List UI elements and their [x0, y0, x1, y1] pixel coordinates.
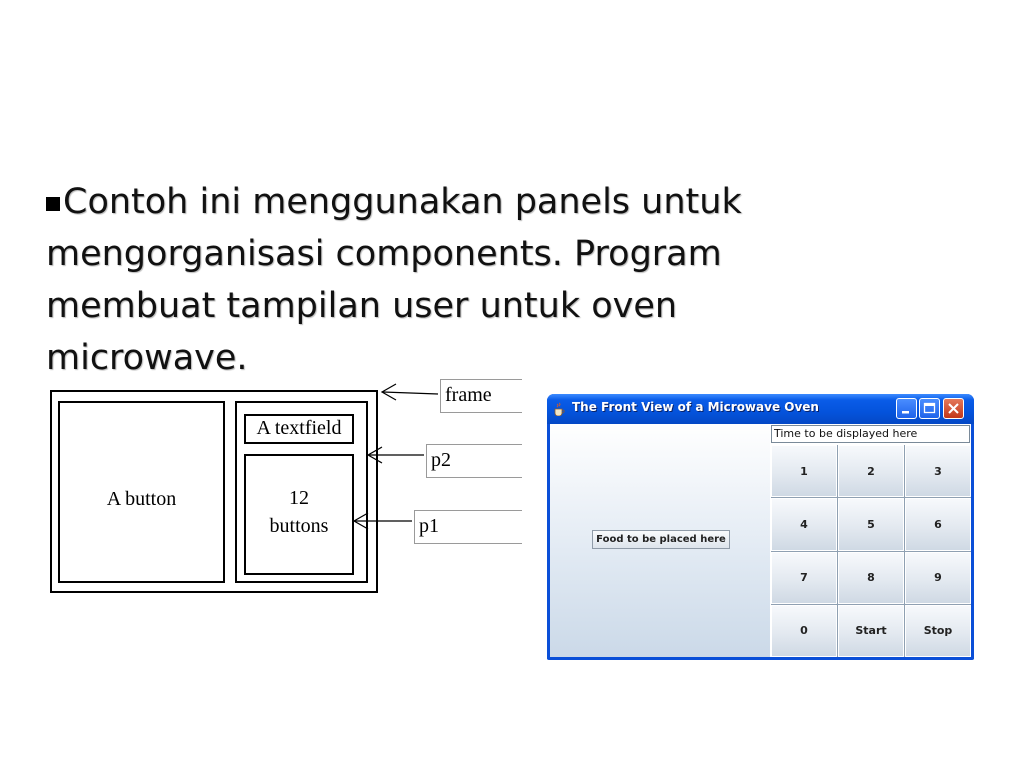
key-2-button[interactable]: 2 [838, 445, 904, 497]
square-bullet-icon [46, 197, 60, 211]
p2-box [235, 401, 368, 583]
food-panel[interactable] [550, 424, 770, 657]
window-content [550, 424, 971, 657]
bullet-text: Contoh ini menggunakan panels untuk mengorganisasi components. Program membuat tampilan user untuk oven microwave. [46, 182, 742, 378]
maximize-button[interactable] [919, 398, 940, 419]
textfield-label: A textfield [256, 417, 342, 439]
key-6-button[interactable]: 6 [905, 498, 971, 550]
window-title: The Front View of a Microwave Oven [572, 400, 819, 414]
button-label: A button [106, 488, 177, 510]
close-icon [944, 399, 963, 418]
buttons-count-label: 12 [289, 487, 309, 509]
window-titlebar[interactable] [547, 394, 974, 424]
java-cup-icon [553, 402, 565, 416]
key-9-button[interactable]: 9 [905, 552, 971, 604]
frame-box [50, 390, 378, 593]
key-0-button[interactable]: 0 [771, 605, 837, 657]
p2-tag: p2 [426, 444, 522, 478]
keypad-panel [771, 445, 971, 657]
key-5-button[interactable]: 5 [838, 498, 904, 550]
textfield-box [244, 414, 354, 444]
minimize-icon [897, 399, 916, 418]
p1-box [244, 454, 354, 575]
food-button[interactable]: Food to be placed here [592, 530, 730, 549]
key-7-button[interactable]: 7 [771, 552, 837, 604]
minimize-button[interactable] [896, 398, 917, 419]
key-8-button[interactable]: 8 [838, 552, 904, 604]
button-box [58, 401, 225, 583]
close-button[interactable] [943, 398, 964, 419]
key-3-button[interactable]: 3 [905, 445, 971, 497]
start-button[interactable]: Start [838, 605, 904, 657]
key-4-button[interactable]: 4 [771, 498, 837, 550]
microwave-window [547, 394, 974, 660]
p1-tag: p1 [414, 510, 522, 544]
key-1-button[interactable]: 1 [771, 445, 837, 497]
frame-tag: frame [440, 379, 522, 413]
bullet-paragraph [46, 176, 866, 384]
stop-button[interactable]: Stop [905, 605, 971, 657]
maximize-icon [920, 399, 939, 418]
time-display-field[interactable]: Time to be displayed here [771, 425, 970, 443]
buttons-label: buttons [269, 515, 329, 537]
